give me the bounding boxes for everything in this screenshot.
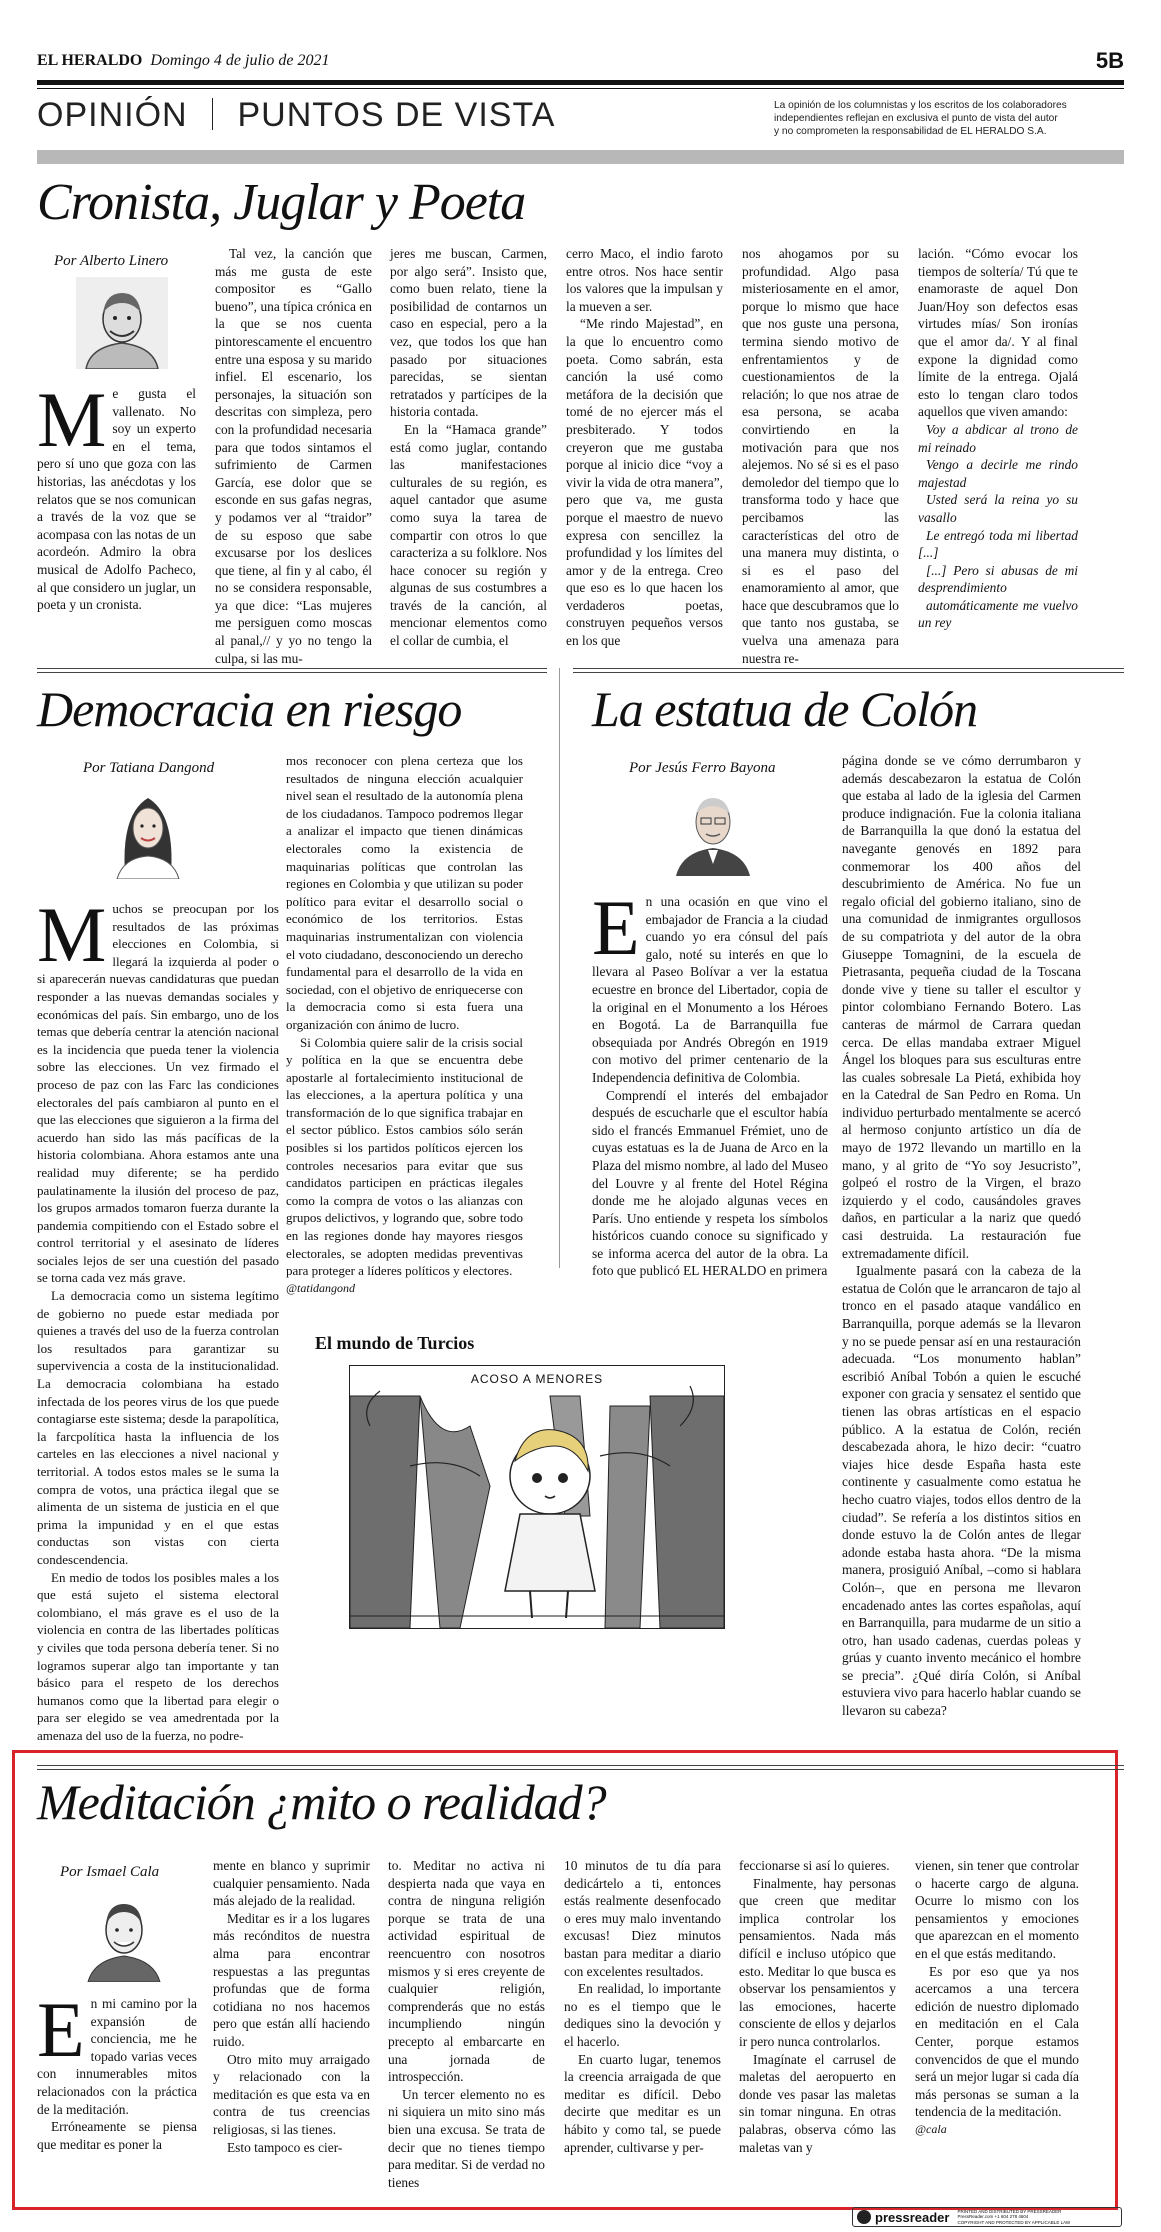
disclaimer-line-3: y no comprometen la responsabilidad de EL HERALDO S.A.	[774, 126, 1047, 137]
article2-paragraph-2: La democracia como un sistema legítimo de gobierno no puede estar mediada por quienes a través del uso de la fuerza controlan los resultados para garantizar su supervivencia a costa de la institucionalidad. La democracia colombiana ha estado infectada de los peores virus de los que puede contagiarse este sistema; desde la parapolítica, la farcpolítica hasta la influencia de los carteles en las elecciones a nivel nacional y territorial. A todos estos males se le suma la compra de votos, una práctica ilegal que se alimenta de un sistema de justicia en el que prima la impunidad y en el que estas conductas son vistas con cierta condescendencia.	[37, 1288, 279, 1567]
article3-paragraph-4: Igualmente pasará con la cabeza de la estatua de Colón que le arrancaron de tajo al tronco en el pasado ataque vandálico en Barranquilla, porque además se la llevaron y no se puede pensar así en una restauración adecuada. “Los monumento hablan” escribió Aníbal Tobón a quien le escuché exponer con gracia y sensatez el sentido que tienen las obras artísticas en el espacio público. A la estatua de Colón, recién descabezada ahora, le hizo decir: “cuatro viajes hice desde España hasta este continente y casualmente como estatua he hecho cuatro viajes, todos ellos dentro de la ciudad”. Se refería a los distintos sitios en donde estuvo la de Colón antes de llegar adonde estaba hasta ahora. “De la misma manera, prosiguió Aníbal, –como si hablara Colón–, que en persona me llevaron encadenado antes las cortes españolas, aquí en Barranquilla, para mudarme de un sitio a otro, han usado cadenas, cuerdas poleas y grúas y cuanto invento mecánico el hombre se precia”. ¿Qué diría Colón, si Aníbal estuviera vivo para hacerlo hablar cuando se llevaron su cabeza?	[842, 1263, 1081, 1719]
pressreader-brand: pressreader	[875, 2209, 950, 2225]
article4-paragraph-8: Un tercer elemento no es ni siquiera un mito sino más bien una excusa. Se trata de decir que no tienes tiempo para meditar. Si de verdad no tienes	[388, 2086, 545, 2190]
article3-headline: La estatua de Colón	[592, 681, 978, 737]
article4-paragraph-7: to. Meditar no activa ni despierta nada que vaya en contra de ninguna religión porque se trata de una actividad espiritual de reencuentro con nosotros mismos y si eres creyente de cualquier religión, comprenderás que no estás incumpliendo ningún precepto al embarcarte en una jornada de introspección.	[388, 1858, 545, 2085]
article4-paragraph-14: Imagínate el carrusel de maletas del aeropuerto en donde ves pasar las maletas sin tomar ninguna. En otras palabras, observa cómo las maletas van y	[739, 2051, 896, 2155]
article1-paragraph-3: jeres me buscan, Carmen, por algo será”. Insisto que, como buen relato, tiene la posibilidad de contarnos un caso en especial, pero a la vez, que todos los que han pasado por situaciones parecidas, se sientan retratados y partícipes de la historia contada.	[390, 246, 547, 420]
cartoon-section-title: El mundo de Turcios	[315, 1333, 475, 1353]
article2-paragraph-4: mos reconocer con plena certeza que los resultados de ninguna elección acualquier nivel sean el resultado de la autonomía plena de los ciudadanos. Tampoco podremos llegar a analizar el impacto que tienen dinámicas electorales como la existencia de maquinarias políticas que controlan las regiones en Colombia y que utilizan su poder político para evitar el desarrollo social o económico de los territorios. Estas maquinarias instrumentalizan con violencia el voto ciudadano, desconociendo un derecho fundamental para el desarrollo de la vida en sociedad, con el objetivo de enriquecerse con la democracia como si esta fuera una organización con ánimo de lucro.	[286, 753, 523, 1032]
gray-banner-bar	[37, 150, 1124, 164]
masthead-paper-name	[37, 52, 329, 70]
article1-paragraph-1: e gusta el vallenato. No soy un experto en el tema, pero sí uno que goza con las historias, las anécdotas y los relatos que se nos comunican a través de la voz que se acompasa con las notas de un acordeón. Admiro la obra musical de Adolfo Pacheco, al que considero un juglar, un poeta y un cronista.	[37, 386, 196, 613]
article3-paragraph-3: página donde se ve cómo derrumbaron y además descabezaron la estatua de Colón que estaba al lado de la iglesia del Carmen produce indignación. Fue la colonia italiana de Barranquilla la que donó la estatua del navegante genovés en 1892 para conmemorar los 400 años del descubrimiento de América. No fue un regalo oficial del gobierno italiano, sino de una comunidad de inmigrantes orgullosos de su compatriota y del autor de la obra Giuseppe Tomagnini, de la escuela de Pietrasanta, pequeña ciudad de la Toscana donde vive y tiene su taller el escultor y pintor colombiano Fernando Botero. Las canteras de mármol de Carrara quedan cerca. De ellas mandaba extraer Miguel Ángel los bloques para sus esculturas entre las cuales sobresale La Pietá, exhibida hoy en la Catedral de San Pedro en Roma. Un individuo perturbado mentalmente se acercó al hermoso conjunto artístico un día de mayo de 1972 llevando un martillo en la mano, y al grito de “Yo soy Jesucristo”, golpeó el rostro de la Virgen, el brazo izquierdo y el codo, causándoles graves daños, en particular a la nariz que quedó casi destruida. La restauración fue extremadamente difícil.	[842, 753, 1081, 1261]
section-name: OPINIÓN	[37, 96, 188, 134]
article1-paragraph-2: Tal vez, la canción que más me gusta de este compositor es “Gallo bueno”, una típica crónica en la que se nos cuenta pintorescamente el encuentro entre una esposa y su marido infiel. El escenario, los personajes, la situación son descritas con simpleza, pero con la profundidad necesaria para que todos sintamos el sufrimiento de Carmen García, ese dolor que se esconde en sus gafas negras, y podamos ver al “traidor” de su esposo que sabe excusarse por los deslices que tiene, al fin y al cabo, él no se considera responsable, ya que dice: “Las mujeres me persiguen como moscas al panal,// y yo no tengo la culpa, si las mu-	[215, 246, 372, 666]
article4-column-3	[388, 1857, 545, 2191]
article4-paragraph-9: 10 minutos de tu día para dedicártelo a ti, entonces estás realmente desenfocado o eres muy malo inventando excusas! Diez minutos bastan para meditar a diario con excelentes resultados.	[564, 1858, 721, 1979]
article2-dropcap: M	[37, 891, 107, 978]
paper-name: EL HERALDO	[37, 52, 143, 69]
page-number: 5B	[1095, 48, 1124, 73]
author-photo-ferro	[668, 784, 758, 876]
article1-byline: Por Alberto Linero	[54, 253, 169, 269]
pressreader-legal-1: PRINTED AND DISTRIBUTED BY PRESSREADER	[957, 2208, 1062, 2214]
author-portrait-icon	[103, 784, 193, 879]
article4-paragraph-4: Meditar es ir a los lugares más recónditos de nuestra alma para encontrar respuestas a las preguntas profundas que de forma cotidiana no nos hacemos pero que están allí haciendo ruido.	[213, 1910, 370, 2049]
section-divider	[212, 98, 213, 130]
article1-paragraph-8: lación. “Cómo evocar los tiempos de soltería/ Tú que te enamoraste de aquel Don Juan/Hoy son defectos esas virtudes mías/ Son ironías que el amor da/. Y al final expone la dignidad como límite de la entrega. Ojalá esto lo tengan claro todos aquellos que viven amando:	[918, 246, 1078, 420]
author-portrait-icon	[76, 277, 168, 369]
article4-paragraph-1: n mi camino por la expansión de conciencia, me he topado varias veces con innumerables mitos relacionados con la práctica de la meditación.	[37, 1996, 197, 2117]
article1-paragraph-4: En la “Hamaca grande” está como juglar, contando las manifestaciones culturales de su región, es aquel cantador que asume como suya la tarea de compartir con otros lo que caracteriza a su folklore. Nos hace conocer su región y algunas de sus costumbres a través de la canción, al mencionar elementos como el collar de cumbia, el	[390, 421, 547, 649]
author-photo-linero	[76, 277, 168, 369]
song-verse-1: Voy a abdicar al trono de mi reinado	[918, 421, 1078, 455]
article1-column-3	[390, 245, 547, 650]
masthead-rule-thin	[37, 88, 1124, 89]
author-handle-dangond: @tatidangond	[286, 1280, 356, 1295]
article3-paragraph-1: n una ocasión en que vino el embajador de Francia a la ciudad cuando yo era cónsul del país galo, noté su interés en que lo llevara al Paseo Bolívar a ver la estatua ecuestre en bronce del Libertador, copia de la original en el Monumento a los Héroes en Bogotá. La de Barranquilla fue obsequiada por Andrés Obregón en 1919 con motivo del primer centenario de la Independencia definitiva de Colombia.	[592, 894, 828, 1085]
separator-left	[37, 668, 547, 673]
column-divider	[559, 668, 560, 1268]
pressreader-legal	[957, 2209, 1070, 2225]
article1-paragraph-7: nos ahogamos por su profundidad. Algo pasa misteriosamente en el amor, porque lo mismo que hace que nos guste una persona, termina siendo motivo de enfrentamientos y de cuestionamientos de la relación; lo que nos atrae de esa persona, se acaba convirtiendo en la motivación para que nos alejemos. No sé si es el paso demoledor del tiempo que lo transforma todo y hace que percibamos las características del otro de una manera muy distinta, o si es el paso del enamoramiento al amor, que hace que descubramos que lo que tanto nos gustaba, se vuelva una amenaza para nuestra re-	[742, 246, 899, 666]
subsection-name: PUNTOS DE VISTA	[237, 96, 556, 134]
article2-byline: Por Tatiana Dangond	[83, 760, 215, 776]
song-verse-3: Usted será la reina yo su vasallo	[918, 492, 1078, 525]
article3-paragraph-2: Comprendí el interés del embajador después de escucharle que el escultor había sido el francés Emmanuel Frémiet, uno de cuyas estatuas es la de Juana de Arco en la Plaza del mismo nombre, al lado del Museo del Louvre y al frente del Hotel Régina donde me he alojado algunas veces en París. Uno entiende y respeta los símbolos históricos cuando conoce su significado y se informa acerca del autor de la obra. La foto que publicó EL HERALDO en primera	[592, 1087, 828, 1279]
article4-byline: Por Ismael Cala	[60, 1864, 160, 1880]
section-title	[37, 96, 555, 135]
pressreader-logo-icon	[857, 2210, 871, 2224]
article4-paragraph-2: Erróneamente se piensa que meditar es poner la	[37, 2119, 197, 2152]
article2-headline: Democracia en riesgo	[37, 681, 462, 737]
article3-dropcap: E	[592, 884, 640, 971]
masthead-rule-thick	[37, 80, 1124, 85]
article3-column-1	[592, 884, 828, 1280]
article4-headline: Meditación ¿mito o realidad?	[37, 1774, 606, 1830]
separator-right	[573, 668, 1124, 673]
article2-paragraph-3: En medio de todos los posibles males a los que está sujeto el sistema electoral colombiano, el más grave es el uso de la violencia en contra de las libertades políticas y civiles que toda persona debería tener. Si no logramos superar algo tan importante y tan básico para el respeto de los derechos humanos como que la libertad para elegir o para ser elegido se vea amedrentada por la amenaza del uso de la fuerza, no podre-	[37, 1569, 279, 1743]
cartoon-frame	[349, 1365, 725, 1629]
article2-paragraph-5: Si Colombia quiere salir de la crisis social y política en la que se encuentra debe apostarle al fortalecimiento institucional de las elecciones, a la apertura política y una transformación de lo que significa trabajar en el sector público. Estos cambios sólo serán posibles si los partidos políticos ejercen los controles necesarios para evitar que sus candidatos participen en prácticas ilegales como la compra de votos o las alianzas con grupos delictivos, y logrando que, sobre todo en las regiones donde hay mayores riesgos electorales, se adopten medidas preventivas para proteger a líderes políticos y electores.	[286, 1034, 523, 1279]
article4-paragraph-5: Otro mito muy arraigado y relacionado con la meditación es que esta va en contra de tus creencias religiosas, si las tienes.	[213, 2051, 370, 2137]
article1-column-6	[918, 245, 1078, 632]
article2-paragraph-1: uchos se preocupan por los resultados de las próximas elecciones en Colombia, si llegará la izquierda al poder o si aparecerán nuevas candidaturas que puedan responder a las nuevas demandas sociales y económicas del país. Sin embargo, uno de los temas que debería centrar la atención nacional es la incidencia que pueda tener la violencia sobre las elecciones. Un vez firmado el proceso de paz con las Farc las condiciones electorales del país cambiaron al punto en el que las elecciones que siguieron a la firma del acuerdo han sido las más pacíficas de la historia colombiana. Ahora estamos ante una realidad muy diferente; se ha perdido paulatinamente la ilusión del proceso de paz, los grupos armados tomaron fuerza durante la pandemia compitiendo con el Estado sobre el control territorial y el asesinato de líderes sociales lejos de ser una cuestión del pasado se torna cada vez más grave.	[37, 901, 279, 1286]
article1-column-2	[215, 245, 372, 667]
article4-column-4	[564, 1857, 721, 2156]
song-verse-2: Vengo a decirle me rindo majestad	[918, 457, 1078, 490]
article4-paragraph-6: Esto tampoco es cier-	[227, 2139, 343, 2155]
article4-column-6	[915, 1857, 1079, 2139]
article1-paragraph-5: cerro Maco, el indio faroto entre otros. Nos hace sentir los valores que la impulsan y la mueven a ser.	[566, 246, 723, 314]
article1-paragraph-6: “Me rindo Majestad”, en la que lo encuentro como poeta. Como sabrán, esta canción la usé como metáfora de la decisión que tomé de no ejercer más el presbiterado. Y todos creyeron que me gustaba porque al inicio dice “voy a vivir la vida de otra manera”, pero que va, me gusta porque el maestro de nuevo expresa con sencillez la profundidad y los límites del amor y de la entrega. Creo que eso es lo que hacen los verdaderos poetas, construyen pequeños versos en los que	[566, 316, 723, 649]
author-photo-cala	[80, 1890, 168, 1982]
article1-dropcap: M	[37, 376, 107, 463]
article1-headline: Cronista, Juglar y Poeta	[37, 174, 526, 231]
article1-column-4	[566, 245, 723, 650]
article4-column-1	[37, 1986, 197, 2153]
article4-column-2	[213, 1857, 370, 2156]
author-handle-cala: @cala	[915, 2121, 947, 2136]
editorial-disclaimer	[774, 99, 1126, 138]
article1-column-1	[37, 376, 196, 614]
separator-article4	[37, 1765, 1124, 1770]
article4-paragraph-3: mente en blanco y suprimir cualquier pensamiento. Nada más alejado de la realidad.	[213, 1858, 370, 1909]
song-verse-4: Le entregó toda mi libertad [...]	[918, 527, 1078, 561]
cartoon-caption: ACOSO A MENORES	[470, 1372, 604, 1386]
disclaimer-line-1: La opinión de los columnistas y los escritos de los colaboradores	[774, 100, 1067, 111]
author-portrait-icon	[668, 784, 758, 876]
pressreader-legal-3: COPYRIGHT AND PROTECTED BY APPLICABLE LAW	[957, 2219, 1071, 2225]
article4-paragraph-10: En realidad, lo importante no es el tiempo que le dediques sino la devoción y el hacerlo.	[564, 1981, 721, 2049]
article2-column-1	[37, 891, 279, 1745]
article4-dropcap: E	[37, 1986, 85, 2073]
issue-date: Domingo 4 de julio de 2021	[150, 52, 330, 69]
article4-paragraph-16: Es por eso que ya nos acercamos a una tercera edición de nuestro diplomado en meditación en el Cala Center, porque estamos convencidos de que el mundo será un mejor lugar si cada día más personas se suman a la tendencia de la meditación.	[915, 1963, 1079, 2120]
song-verse-5: [...] Pero si abusas de mi desprendimiento	[918, 562, 1078, 596]
article1-column-5	[742, 245, 899, 667]
disclaimer-line-2: independientes reflejan en exclusiva el punto de vista del autor	[774, 113, 1058, 124]
article4-column-5	[739, 1857, 896, 2156]
article2-column-2	[286, 752, 523, 1297]
article4-paragraph-15: vienen, sin tener que controlar o hacerte cargo de alguna. Ocurre lo mismo con los pensamientos y emociones que aparezcan en el momento en el que estás meditando.	[915, 1858, 1079, 1961]
cartoon-forest-illustration	[350, 1366, 724, 1628]
article3-byline: Por Jesús Ferro Bayona	[629, 760, 776, 776]
pressreader-badge[interactable]	[852, 2207, 1122, 2227]
author-photo-dangond	[103, 784, 193, 879]
song-verse-6: automáticamente me vuelvo un rey	[918, 597, 1078, 631]
author-portrait-icon	[80, 1890, 168, 1982]
article4-paragraph-13: Finalmente, hay personas que creen que meditar implica controlar los pensamientos. Nada más difícil e incluso utópico que esto. Meditar lo que busca es observar los pensamientos y las emociones, hacerte consciente de ellos y dejarlos ir pero nunca controlarlos.	[739, 1875, 896, 2049]
article4-paragraph-12: feccionarse si así lo quieres.	[739, 1858, 890, 1873]
article3-column-2	[842, 752, 1081, 1720]
article4-paragraph-11: En cuarto lugar, tenemos la creencia arraigada de que meditar es difícil. Debo decirte que meditar es un hábito y como tal, se puede aprender, cultivarse y per-	[564, 2051, 721, 2155]
pressreader-legal-2: PressReader.com +1 604 278 4604	[957, 2214, 1029, 2220]
